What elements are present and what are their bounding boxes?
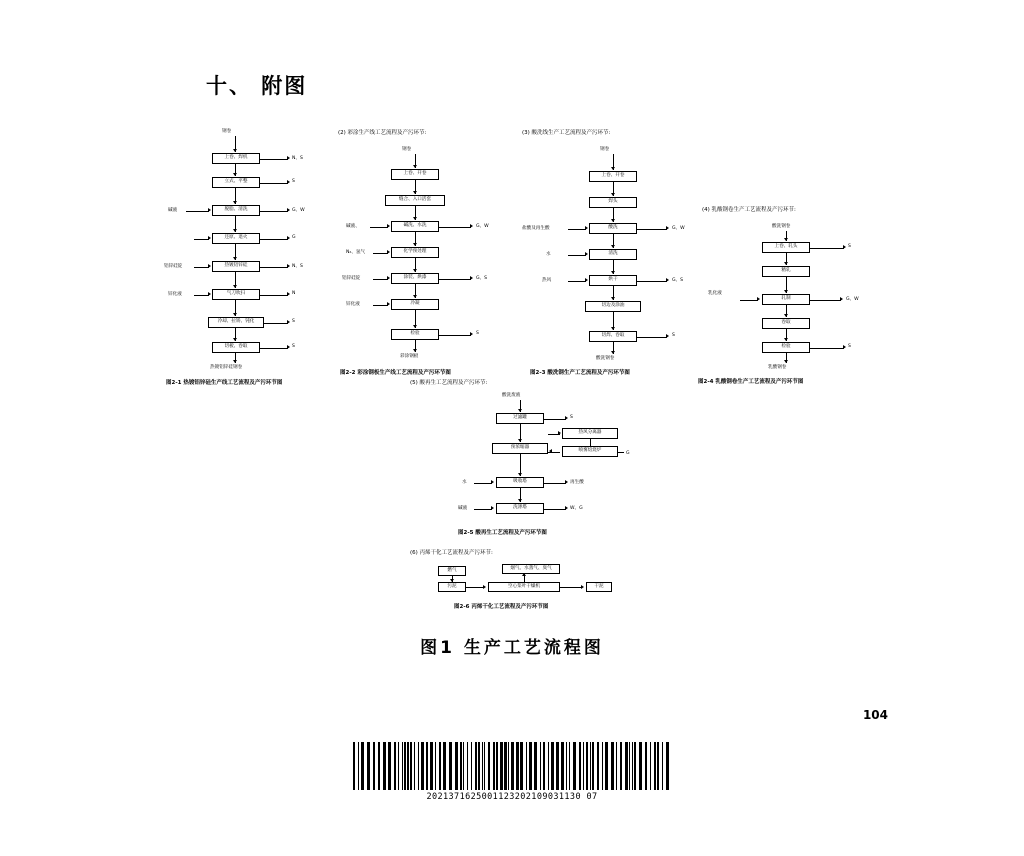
flow1-step-6-output: N xyxy=(292,291,296,296)
flow5-box-5-input: 水 xyxy=(462,480,467,485)
flow1-input-label: 钢卷 xyxy=(222,129,232,134)
flow5-box-5-output: 再生酸 xyxy=(570,480,584,485)
flow3-step-3-input: 盐酸及再生酸 xyxy=(522,226,550,231)
flow3-output-label: 酸洗钢卷 xyxy=(596,356,615,361)
flow2-step-6: 冷凝 xyxy=(391,299,439,310)
flow-diagram-2 xyxy=(338,128,528,376)
flow2-caption: 图2-2 彩涂钢板生产线工艺流程及产污环节图 xyxy=(340,370,451,376)
flow6-box-fuel: 燃气 xyxy=(438,566,466,576)
flow2-step-5: 涂装、烘漆 xyxy=(391,273,439,284)
flow5-box-6-output: W、G xyxy=(570,506,583,511)
flow4-step-3-input: 乳化液 xyxy=(708,291,722,296)
flow4-step-5: 检验 xyxy=(762,342,810,353)
flow3-step-5-input: 热风 xyxy=(542,278,552,283)
flow3-step-6: 切边及涂油 xyxy=(585,301,641,312)
figure-caption: 图1 生产工艺流程图 xyxy=(420,638,604,658)
flow1-output-label: 热镀铝锌硅钢卷 xyxy=(210,365,243,370)
flow-diagram-3 xyxy=(520,128,710,376)
barcode-number: 2021371625001123202109031130 07 xyxy=(426,792,598,802)
flow5-box-6: 洗涤塔 xyxy=(496,503,544,514)
flow1-step-2: 立式、平整 xyxy=(212,177,260,188)
flow4-step-2: 精轧 xyxy=(762,266,810,277)
flow4-step-3-output: G、W xyxy=(846,297,859,302)
flow1-caption: 图2-1 热镀铝锌硅生产线工艺流程及产污环节图 xyxy=(166,380,283,386)
flow2-title: (2) 彩涂生产线工艺流程及产污环节: xyxy=(338,130,427,136)
barcode-area xyxy=(0,742,1024,802)
flow5-box-1: 过滤罐 xyxy=(496,413,544,424)
flow-diagram-1 xyxy=(160,128,330,386)
flow5-box-4: 喷雾焙烧炉 xyxy=(562,446,618,457)
flow-diagram-6 xyxy=(410,548,640,618)
flow6-box-sludge: 污泥 xyxy=(438,582,466,592)
flow-diagram-4 xyxy=(698,205,900,385)
flow1-step-4-output: G xyxy=(292,235,296,240)
flow2-step-4: 化学预处理 xyxy=(391,247,439,258)
flow6-box-dryer: 空心桨叶干燥机 xyxy=(488,582,560,592)
flow2-step-3-output: G、W xyxy=(476,224,489,229)
flow2-output-label: 彩涂钢板 xyxy=(400,354,419,359)
flow3-caption: 图2-3 酸洗钢生产工艺流程及产污环节图 xyxy=(530,370,630,376)
flow2-step-4-input: N₂、氢气 xyxy=(346,250,366,255)
flow2-input-label: 钢卷 xyxy=(402,147,412,152)
flow4-caption: 图2-4 乳酸钢卷生产工艺流程及产污环节图 xyxy=(698,379,804,385)
flow3-step-7-output: S xyxy=(672,333,675,338)
flow1-step-3: 脱脂、清洗 xyxy=(212,205,260,216)
page-number: 104 xyxy=(862,708,888,722)
flow1-step-4: 还原、退火 xyxy=(212,233,260,244)
flow3-step-5: 烘干 xyxy=(589,275,637,286)
flow1-step-5-input: 铝锌硅锭 xyxy=(164,264,183,269)
flow4-output-label: 乳酸钢卷 xyxy=(768,365,787,370)
flow6-caption: 图2-6 丙烯干化工艺流程及产污环节图 xyxy=(454,604,549,610)
flow2-step-1: 上卷、开卷 xyxy=(391,169,439,180)
flow3-input-label: 钢卷 xyxy=(600,147,610,152)
flow5-box-1-output: S xyxy=(570,415,573,420)
flow1-step-2-output: S xyxy=(292,179,295,184)
flow3-step-4: 清洗 xyxy=(589,249,637,260)
flow3-step-1: 上卷、开卷 xyxy=(589,171,637,182)
flow2-step-5-output: G、S xyxy=(476,276,488,281)
flow5-title: (5) 酸再生工艺流程及产污环节: xyxy=(410,380,488,386)
flow4-input-label: 酸洗钢卷 xyxy=(772,224,791,229)
flow6-box-gas-output: 烟气、水蒸气、臭气 xyxy=(502,564,560,574)
flow1-step-7: 冷却、拉矫、钝化 xyxy=(208,317,264,328)
flow1-step-1-output: N、S xyxy=(292,156,303,161)
flow2-step-3-input: 碱液、 xyxy=(346,224,360,229)
flow4-step-4: 卷取 xyxy=(762,318,810,329)
flow3-step-3: 酸洗 xyxy=(589,223,637,234)
flow4-step-1: 上卷、轧头 xyxy=(762,242,810,253)
flow2-step-7: 检验 xyxy=(391,329,439,340)
flow1-step-6-input: 锌化液 xyxy=(168,292,182,297)
flow4-title: (4) 乳酸钢卷生产工艺流程及产污环节: xyxy=(702,207,796,213)
flow4-step-5-output: S xyxy=(848,344,851,349)
flow5-box-3: 热风分离器 xyxy=(562,428,618,439)
flow5-gas-output: G xyxy=(626,451,630,456)
flow4-step-1-output: S xyxy=(848,244,851,249)
flow1-step-3-output: G、W xyxy=(292,208,305,213)
flow1-step-7-output: S xyxy=(292,319,295,324)
flow5-box-6-input: 碱液 xyxy=(458,506,468,511)
flow4-step-3: 轧制 xyxy=(762,294,810,305)
flow2-step-6-input: 锌化液 xyxy=(346,302,360,307)
flow3-step-3-output: G、W xyxy=(672,226,685,231)
flow5-box-2: 预浓缩器 xyxy=(492,443,548,454)
barcode-image xyxy=(353,742,671,790)
flow5-caption: 图2-5 酸再生工艺流程及产污环节图 xyxy=(458,530,547,536)
page-title: 十、 附图 xyxy=(206,74,308,98)
flow1-step-5: 热镀铝锌硅 xyxy=(212,261,260,272)
flow3-step-5-output: G、S xyxy=(672,278,684,283)
flow1-step-6: 气刀吹扫 xyxy=(212,289,260,300)
flow5-box-5: 吸收塔 xyxy=(496,477,544,488)
flow1-step-8-output: S xyxy=(292,344,295,349)
flow3-step-4-input: 水 xyxy=(546,252,551,257)
flow5-input-label: 酸洗废液 xyxy=(502,393,521,398)
flow3-step-2: 焊头 xyxy=(589,197,637,208)
flow2-step-5-input: 铝锌硅锭 xyxy=(342,276,361,281)
flow2-step-7-output: S xyxy=(476,331,479,336)
flow6-box-dry-mud: 干泥 xyxy=(586,582,612,592)
flow-diagram-5 xyxy=(410,378,640,538)
flow2-step-3: 碱洗、水洗 xyxy=(391,221,439,232)
flow1-step-5-output: N、S xyxy=(292,264,303,269)
flow6-title: (6) 丙烯干化工艺流程及产污环节: xyxy=(410,550,493,556)
flow2-step-2: 缝合、入口活套 xyxy=(385,195,445,206)
flow1-step-8: 切板、卷取 xyxy=(212,342,260,353)
flow3-step-7: 切焊、卷取 xyxy=(589,331,637,342)
flow1-step-3-input: 碱液 xyxy=(168,208,178,213)
flow1-step-1: 上卷、焊机 xyxy=(212,153,260,164)
flow3-title: (3) 酸洗线生产工艺流程及产污环节: xyxy=(522,130,611,136)
